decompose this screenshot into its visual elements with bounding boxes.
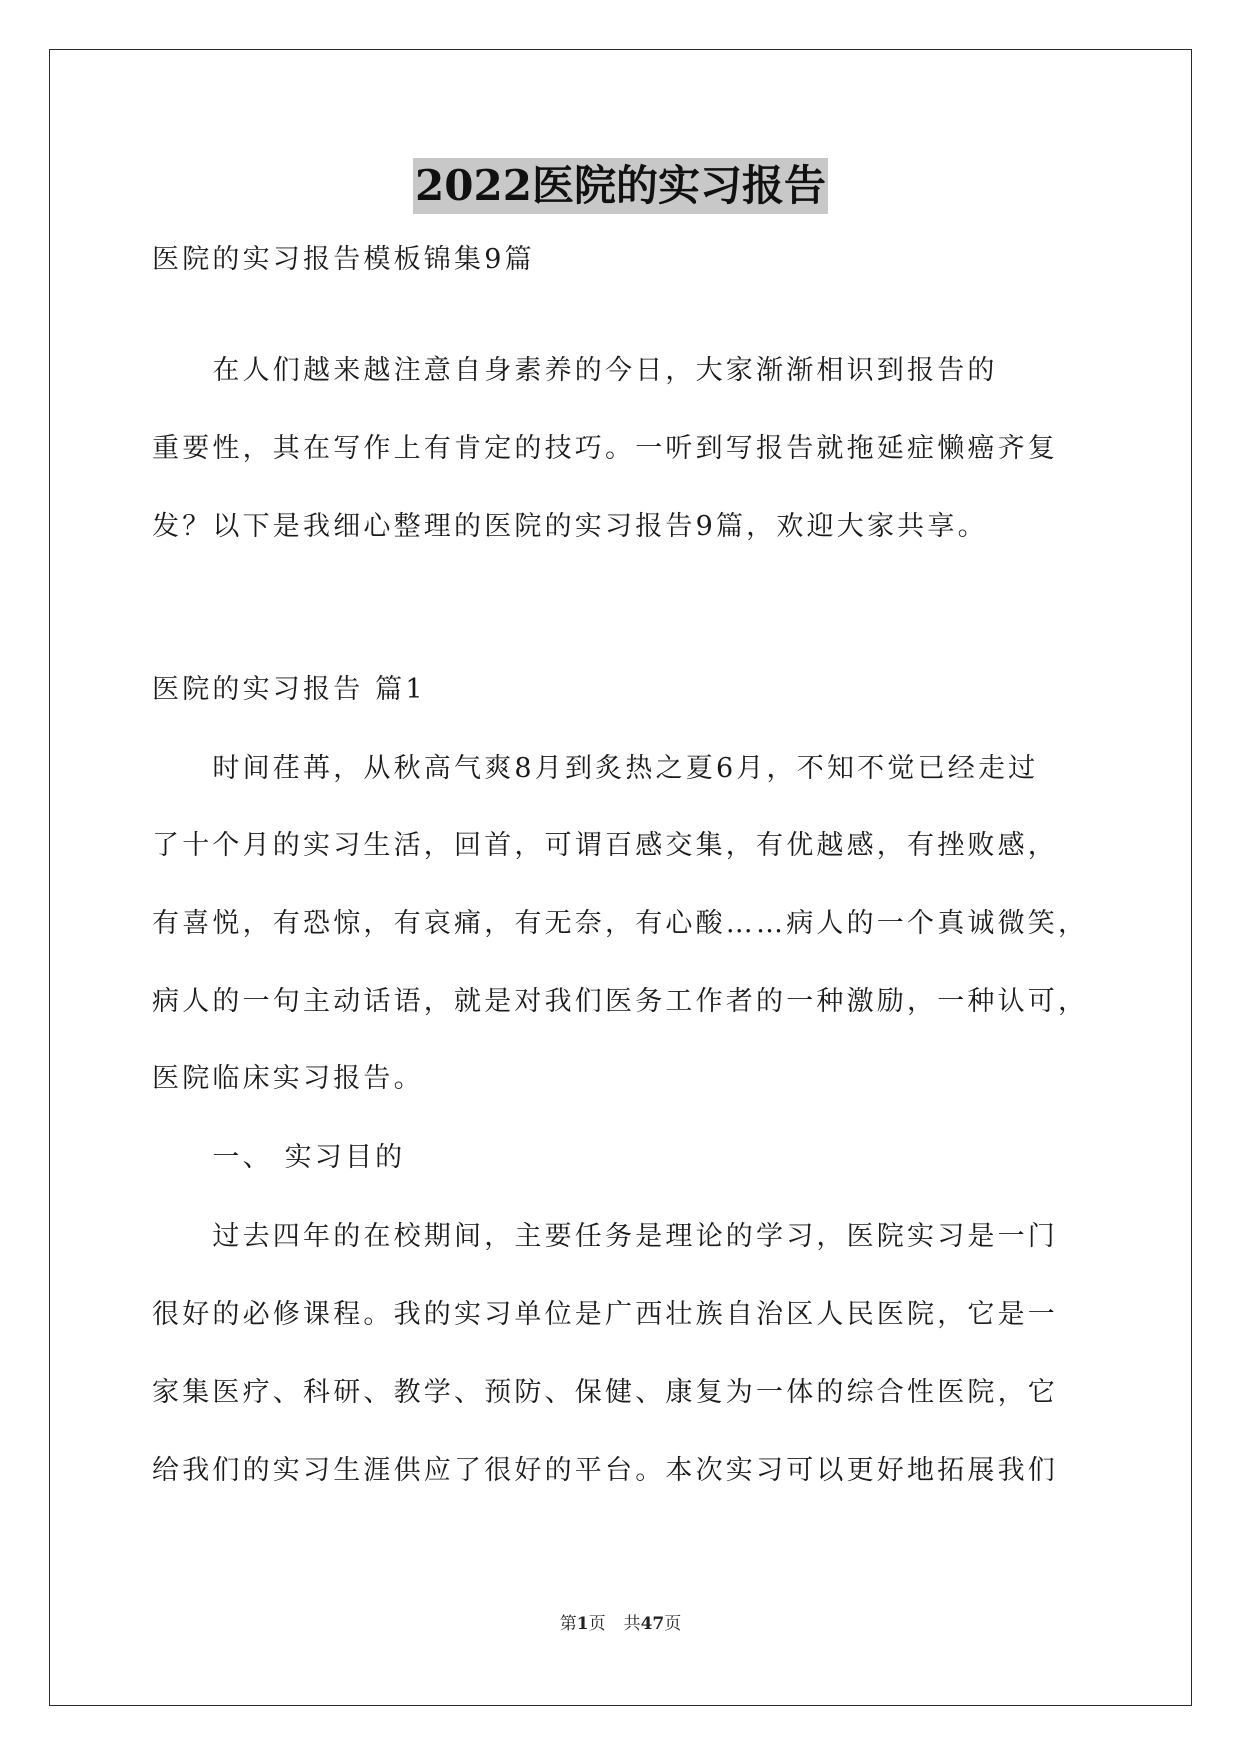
- title-container: [0, 158, 1241, 214]
- body-line: 重要性，其在写作上有肯定的技巧。一听到写报告就拖延症懒癌齐复: [152, 433, 1058, 464]
- body-line: 在人们越来越注意自身素养的今日，大家渐渐相识到报告的: [152, 355, 998, 386]
- page-footer: [0, 1612, 1241, 1636]
- footer-prefix: 第: [559, 1614, 577, 1634]
- document-title: 2022医院的实习报告: [413, 158, 828, 214]
- footer-page-unit: 页: [588, 1614, 606, 1634]
- section-heading: 医院的实习报告 篇1: [152, 674, 426, 705]
- subsection-heading: 一、 实习目的: [152, 1142, 406, 1173]
- body-line: 医院临床实习报告。: [152, 1063, 424, 1094]
- body-line: 过去四年的在校期间，主要任务是理论的学习，医院实习是一门: [152, 1221, 1058, 1252]
- body-line: 发？以下是我细心整理的医院的实习报告9篇，欢迎大家共享。: [152, 511, 988, 542]
- footer-total-unit: 页: [664, 1614, 682, 1634]
- subtitle-line: 医院的实习报告模板锦集9篇: [152, 244, 535, 275]
- body-line: 很好的必修课程。我的实习单位是广西壮族自治区人民医院，它是一: [152, 1299, 1058, 1330]
- body-line: 时间荏苒，从秋高气爽8月到炙热之夏6月，不知不觉已经走过: [152, 753, 1039, 784]
- body-line: 了十个月的实习生活，回首，可谓百感交集，有优越感，有挫败感，: [152, 830, 1058, 861]
- current-page-number: 1: [576, 1614, 589, 1634]
- body-line: 家集医疗、科研、教学、预防、保健、康复为一体的综合性医院，它: [152, 1377, 1058, 1408]
- body-line: 有喜悦，有恐惊，有哀痛，有无奈，有心酸……病人的一个真诚微笑，: [152, 908, 1089, 939]
- body-line: 病人的一句主动话语，就是对我们医务工作者的一种激励，一种认可，: [152, 986, 1089, 1017]
- footer-total-prefix: 共: [623, 1614, 641, 1634]
- body-line: 给我们的实习生涯供应了很好的平台。本次实习可以更好地拓展我们: [152, 1455, 1058, 1486]
- total-pages-number: 47: [640, 1614, 665, 1634]
